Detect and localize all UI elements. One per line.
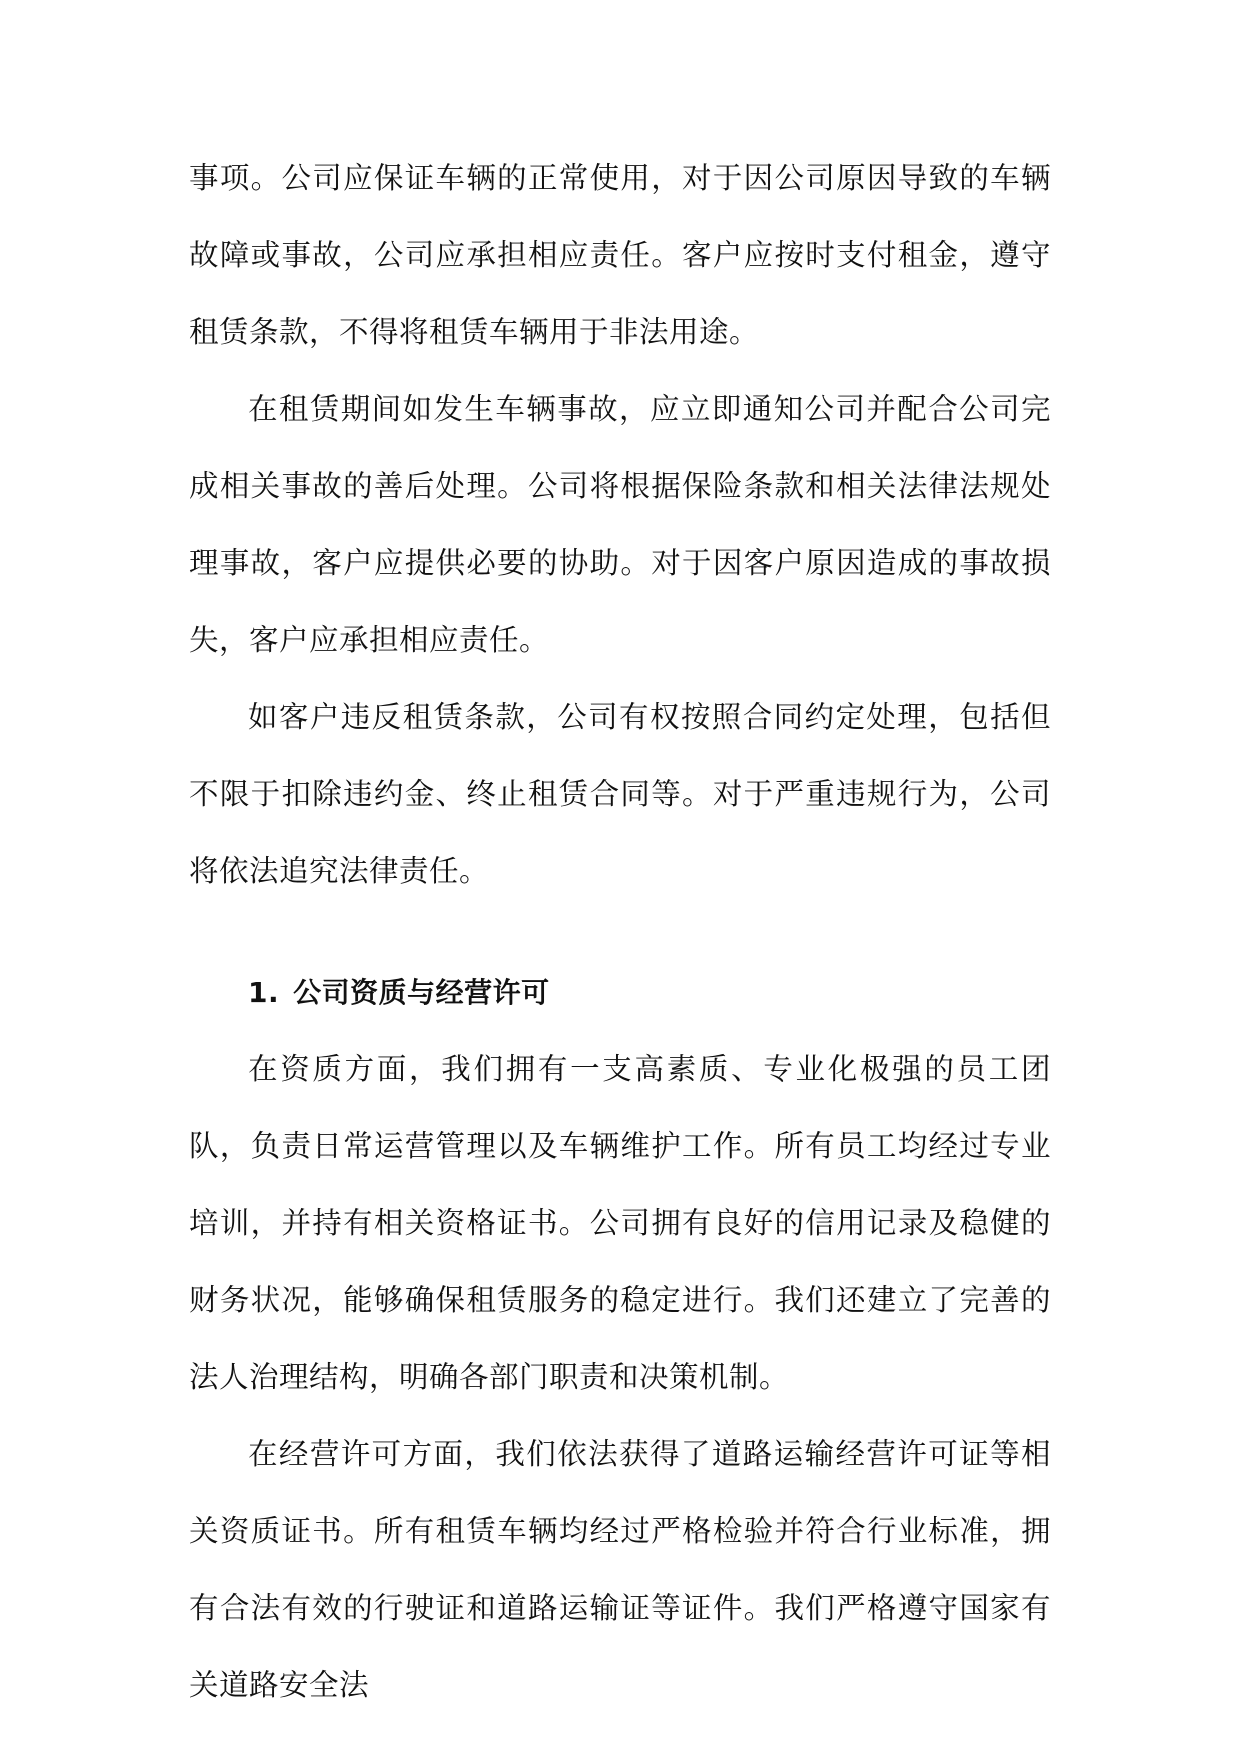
paragraph-operating-license: 在经营许可方面，我们依法获得了道路运输经营许可证等相关资质证书。所有租赁车辆均经过严格检验并符合行业标准，拥有合法有效的行驶证和道路运输证等证件。我们严格遵守国家有关道路安全法 <box>189 1437 1051 1702</box>
document-body <box>189 140 1051 1724</box>
paragraph-breach-of-terms: 如客户违反租赁条款，公司有权按照合同约定处理，包括但不限于扣除违约金、终止租赁合同等。对于严重违规行为，公司将依法追究法律责任。 <box>189 700 1051 888</box>
paragraph-qualifications: 在资质方面，我们拥有一支高素质、专业化极强的员工团队，负责日常运营管理以及车辆维护工作。所有员工均经过专业培训，并持有相关资格证书。公司拥有良好的信用记录及稳健的财务状况，能够确保租赁服务的稳定进行。我们还建立了完善的法人治理结构，明确各部门职责和决策机制。 <box>189 1052 1051 1394</box>
section-heading <box>189 954 1051 1031</box>
paragraph-accident-handling: 在租赁期间如发生车辆事故，应立即通知公司并配合公司完成相关事故的善后处理。公司将根据保险条款和相关法律法规处理事故，客户应提供必要的协助。对于因客户原因造成的事故损失，客户应承担相应责任。 <box>189 392 1051 657</box>
section-number: 1. <box>248 976 280 1009</box>
paragraph-obligations-continued: 事项。公司应保证车辆的正常使用，对于因公司原因导致的车辆故障或事故，公司应承担相应责任。客户应按时支付租金，遵守租赁条款，不得将租赁车辆用于非法用途。 <box>189 161 1051 349</box>
section-title: 公司资质与经营许可 <box>293 976 550 1009</box>
